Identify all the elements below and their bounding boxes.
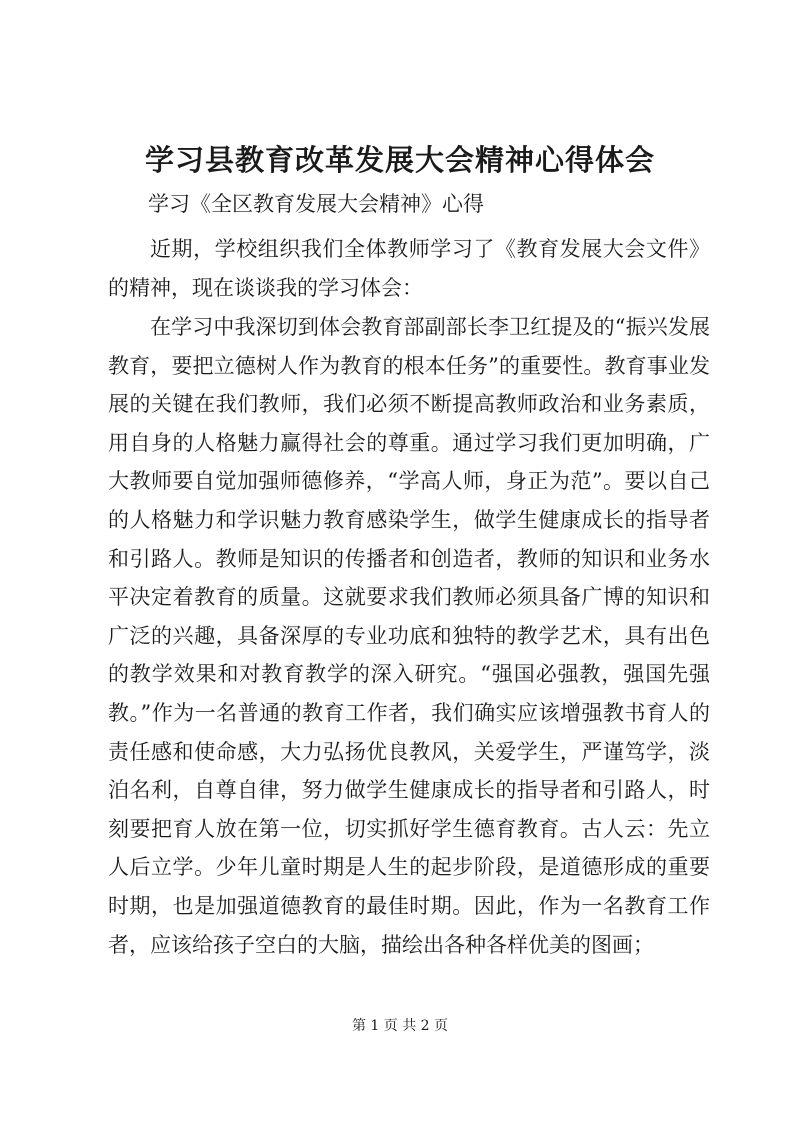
document-subtitle: 学习《全区教育发展大会精神》心得 <box>148 192 484 216</box>
document-title: 学习县教育改革发展大会精神心得体会 <box>144 143 655 177</box>
paragraph-intro: 近期，学校组织我们全体教师学习了《教育发展大会文件》的精神，现在谈谈我的学习体会： <box>108 237 710 300</box>
paragraph-body: 在学习中我深切到体会教育部副部长李卫红提及的“振兴发展教育，要把立德树人作为教育的根本任务”的重要性。教育事业发展的关键在我们教师，我们必须不断提高教师政治和业务素质，用自身的人格魅力赢得社会的尊重。通过学习我们更加明确，广大教师要自觉加强师德修养，“学高人师，身正为范”。要以自己的人格魅力和学识魅力教育感染学生，做学生健康成长的指导者和引路人。教师是知识的传播者和创造者，教师的知识和业务水平决定着教育的质量。这就要求我们教师必须具备广博的知识和广泛的兴趣，具备深厚的专业功底和独特的教学艺术，具有出色的教学效果和对教育教学的深入研究。“强国必强教，强国先强教。”作为一名普通的教育工作者，我们确实应该增强教书育人的责任感和使命感，大力弘扬优良教风，关爱学生，严谨笃学，淡泊名利，自尊自律，努力做学生健康成长的指导者和引路人，时刻要把育人放在第一位，切实抓好学生德育教育。古人云：先立人后立学。少年儿童时期是人生的起步阶段，是道德形成的重要时期，也是加强道德教育的最佳时期。因此，作为一名教育工作者，应该给孩子空白的大脑，描绘出各种各样优美的图画； <box>108 315 710 957</box>
page-number-footer: 第 1 页 共 2 页 <box>351 1018 449 1034</box>
